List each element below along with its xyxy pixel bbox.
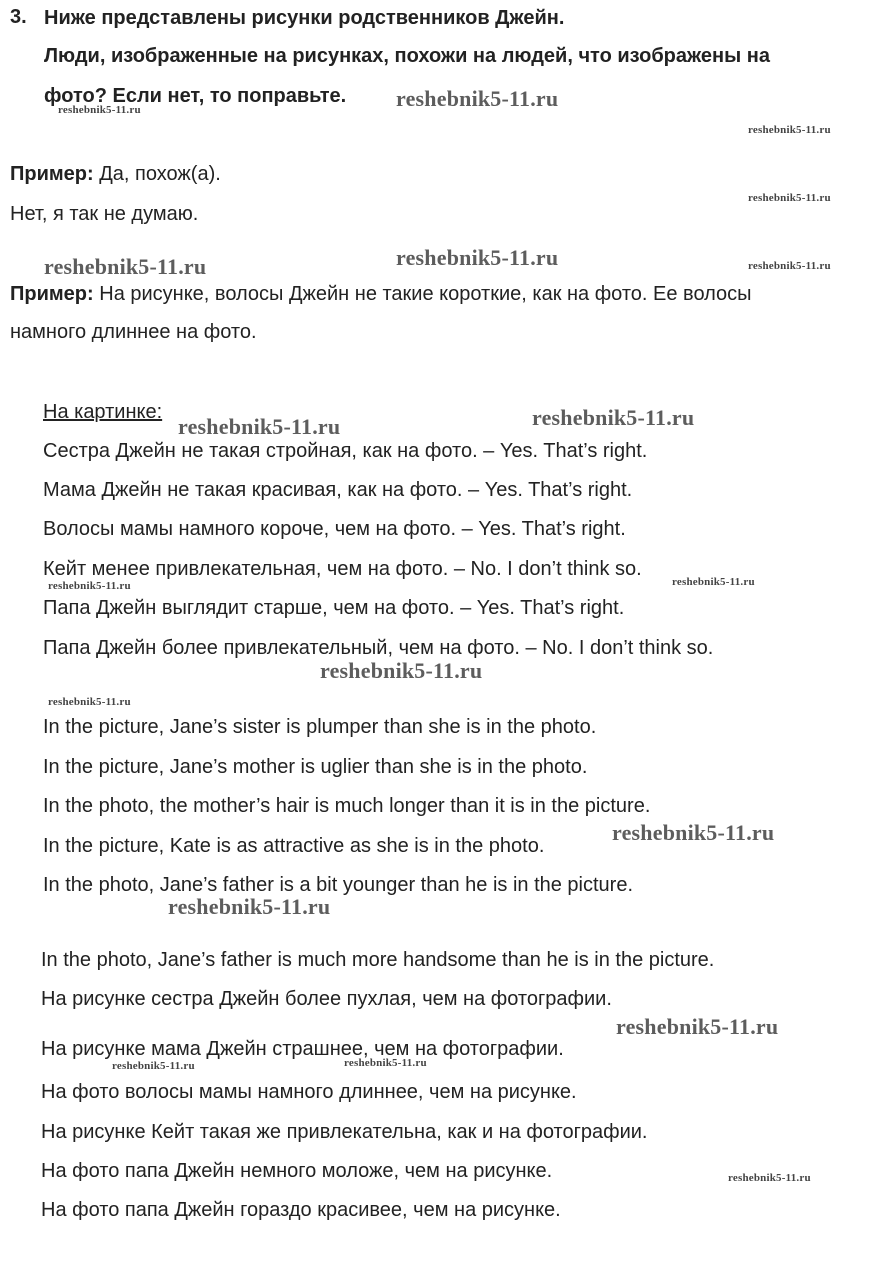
watermark: reshebnik5-11.ru (178, 414, 341, 439)
watermark: reshebnik5-11.ru (320, 658, 483, 683)
answer-line: Папа Джейн выглядит старше, чем на фото. – Yes. That’s right. (43, 597, 625, 619)
watermark: reshebnik5-11.ru (58, 104, 141, 116)
answer-line: Папа Джейн более привлекательный, чем на фото. – No. I don’t think so. (43, 637, 714, 659)
example-2-label: Пример: (10, 283, 94, 305)
translation-line: На фото папа Джейн гораздо красивее, чем на рисунке. (41, 1199, 561, 1221)
watermark: reshebnik5-11.ru (168, 894, 331, 919)
answer-line: Волосы мамы намного короче, чем на фото. – Yes. That’s right. (43, 518, 626, 540)
watermark: reshebnik5-11.ru (396, 86, 559, 111)
example-1-label: Пример: (10, 163, 94, 185)
answer-line: Мама Джейн не такая красивая, как на фото. – Yes. That’s right. (43, 479, 633, 501)
correction-line: In the picture, Kate is as attractive as she is in the photo. (43, 835, 545, 857)
answer-line: Сестра Джейн не такая стройная, как на фото. – Yes. That’s right. (43, 440, 648, 462)
watermark: reshebnik5-11.ru (748, 124, 831, 136)
watermark: reshebnik5-11.ru (112, 1060, 195, 1072)
watermark: reshebnik5-11.ru (728, 1172, 811, 1184)
task-title-line-2: Люди, изображенные на рисунках, похожи на людей, что изображены на (44, 45, 770, 67)
task-number: 3. (10, 6, 27, 28)
example-2-line-2: намного длиннее на фото. (10, 321, 257, 343)
watermark: reshebnik5-11.ru (616, 1014, 779, 1039)
watermark: reshebnik5-11.ru (672, 576, 755, 588)
watermark: reshebnik5-11.ru (532, 405, 695, 430)
watermark: reshebnik5-11.ru (48, 696, 131, 708)
task-title-line-1: Ниже представлены рисунки родственников Джейн. (44, 7, 565, 29)
example-1 (10, 162, 221, 186)
example-1-text: Да, похож(а). (93, 163, 221, 185)
picture-heading: На картинке: (43, 401, 163, 423)
answer-line: Кейт менее привлекательная, чем на фото. – No. I don’t think so. (43, 558, 642, 580)
correction-line: In the photo, the mother’s hair is much longer than it is in the picture. (43, 795, 651, 817)
example-2 (10, 282, 752, 306)
watermark: reshebnik5-11.ru (748, 192, 831, 204)
translation-line: На фото волосы мамы намного длиннее, чем на рисунке. (41, 1081, 577, 1103)
task-title-line-3: фото? Если нет, то поправьте. (44, 85, 347, 107)
watermark: reshebnik5-11.ru (44, 254, 207, 279)
example-2-text: На рисунке, волосы Джейн не такие короткие, как на фото. Ее волосы (93, 283, 752, 305)
correction-line: In the picture, Jane’s sister is plumper than she is in the photo. (43, 716, 597, 738)
correction-line: In the picture, Jane’s mother is uglier than she is in the photo. (43, 756, 588, 778)
watermark: reshebnik5-11.ru (48, 580, 131, 592)
watermark: reshebnik5-11.ru (612, 820, 775, 845)
watermark: reshebnik5-11.ru (396, 245, 559, 270)
correction-line: In the photo, Jane’s father is a bit younger than he is in the picture. (43, 874, 634, 896)
translation-line: На рисунке Кейт такая же привлекательна, как и на фотографии. (41, 1121, 648, 1143)
example-1-line-2: Нет, я так не думаю. (10, 203, 199, 225)
translation-line: На фото папа Джейн немного моложе, чем на рисунке. (41, 1160, 553, 1182)
watermark: reshebnik5-11.ru (344, 1057, 427, 1069)
correction-line: In the photo, Jane’s father is much more handsome than he is in the picture. (41, 949, 715, 971)
translation-line: На рисунке сестра Джейн более пухлая, чем на фотографии. (41, 988, 612, 1010)
translation-line: На рисунке мама Джейн страшнее, чем на фотографии. (41, 1038, 564, 1060)
watermark: reshebnik5-11.ru (748, 260, 831, 272)
